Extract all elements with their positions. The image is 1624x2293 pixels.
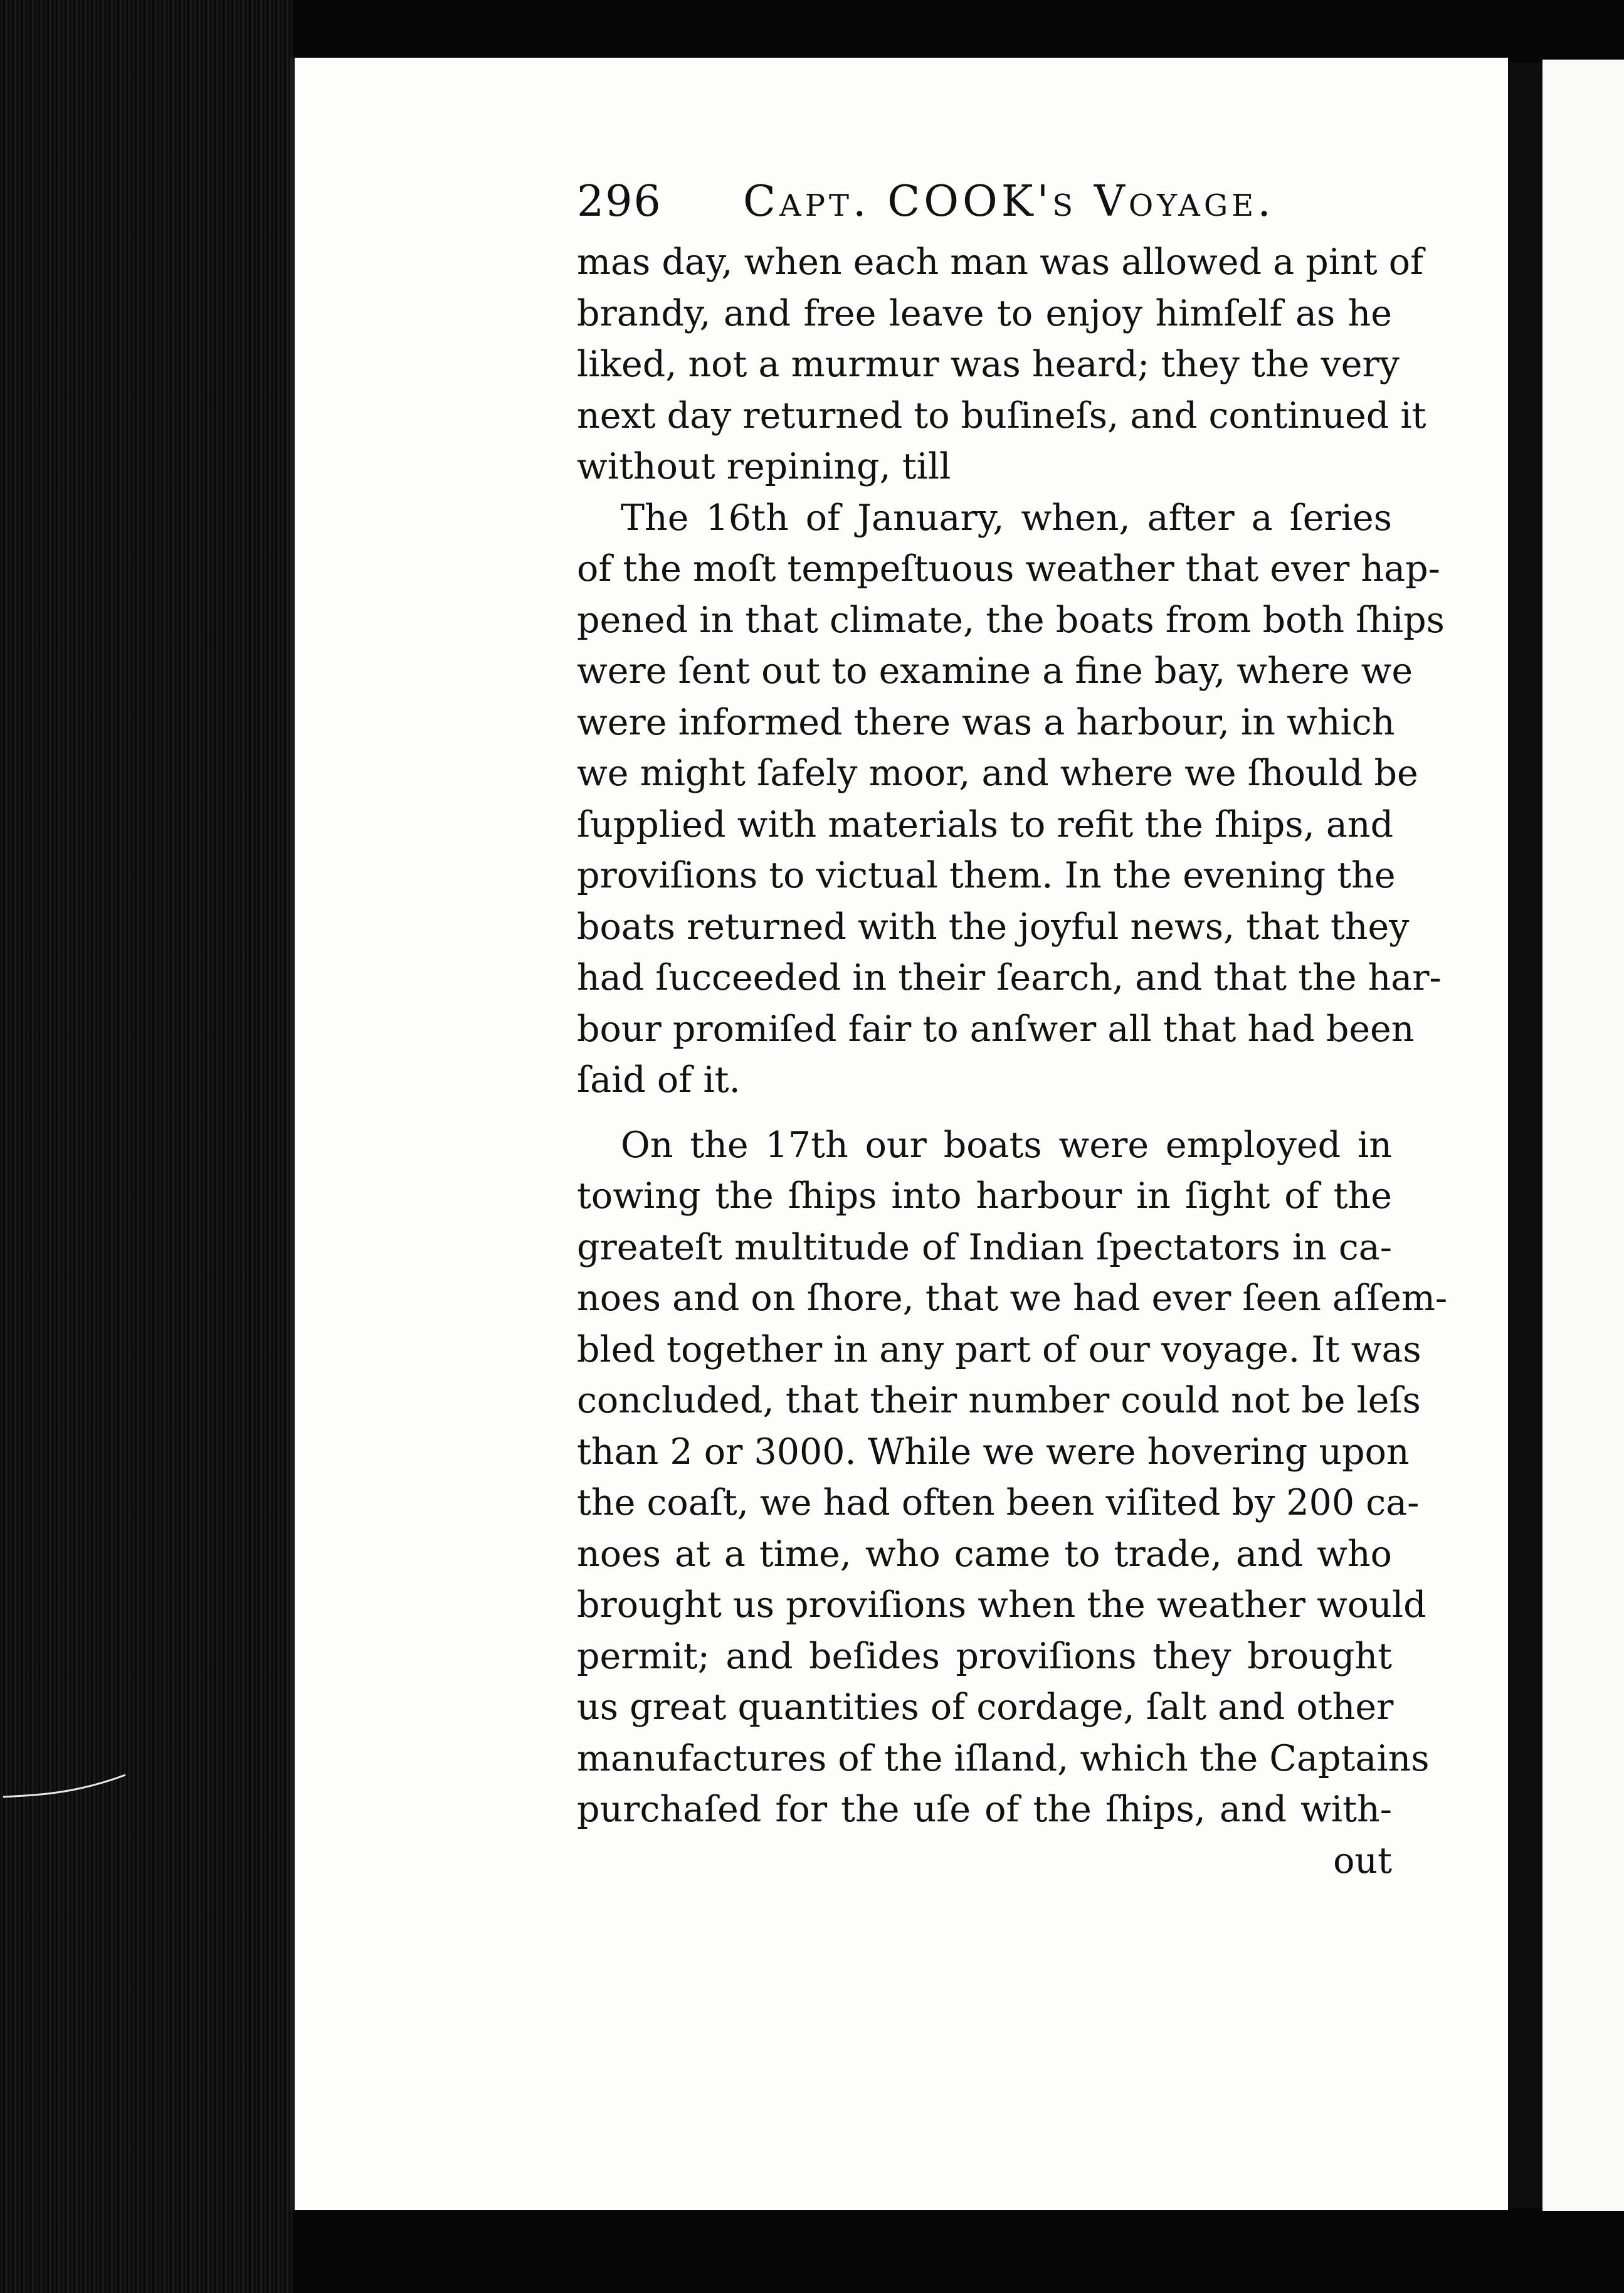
text-line: The 16th of January, when, after a ſeries	[621, 497, 1392, 539]
text-line: greateſt multitude of Indian ſpectators in ca-	[577, 1226, 1392, 1268]
text-line: mas day, when each man was allowed a pint of	[577, 241, 1424, 283]
text-line: than 2 or 3000. While we were hovering upon	[577, 1431, 1410, 1473]
text-line: concluded, that their number could not be leſs	[577, 1380, 1421, 1421]
text-line: boats returned with the joyful news, that they	[577, 906, 1410, 948]
text-line: manufactures of the iſland, which the Captains	[577, 1737, 1430, 1779]
text-line: proviſions to victual them. In the evening the	[577, 855, 1396, 896]
text-line: we might ſafely moor, and where we ſhould be	[577, 753, 1418, 794]
text-line: were ſent out to examine a fine bay, where we	[577, 650, 1413, 692]
text-line: next day returned to buſineſs, and continued it	[577, 395, 1426, 437]
text-line: permit; and beſides proviſions they brought	[577, 1635, 1392, 1677]
text-line: noes at a time, who came to trade, and who	[577, 1533, 1392, 1575]
text-line: towing the ſhips into harbour in ſight of the	[577, 1175, 1392, 1217]
text-line: noes and on ſhore, that we had ever ſeen aſſem-	[577, 1278, 1448, 1319]
running-header	[577, 177, 1310, 233]
text-line: purchaſed for the uſe of the ſhips, and with-	[577, 1789, 1392, 1830]
margin-mark	[0, 1781, 163, 1785]
text-line: pened in that climate, the boats from both ſhips	[577, 599, 1445, 641]
page-number: 296	[577, 177, 662, 226]
facing-page-edge	[1542, 60, 1624, 2211]
text-line: bour promiſed fair to anſwer all that had been	[577, 1008, 1415, 1050]
text-line: On the 17th our boats were employed in	[621, 1124, 1392, 1166]
text-line: ſaid of it.	[577, 1059, 741, 1101]
text-line: us great quantities of cordage, ſalt and other	[577, 1687, 1394, 1728]
text-line: were informed there was a harbour, in which	[577, 701, 1395, 743]
book-spine-shadow	[0, 0, 295, 2293]
running-title: Capt. COOK's Voyage.	[743, 177, 1275, 226]
text-line: brought us proviſions when the weather would	[577, 1584, 1426, 1626]
book-gutter	[1508, 63, 1542, 2208]
text-line: ſupplied with materials to refit the ſhips, and	[577, 803, 1394, 845]
catchword: out	[1333, 1840, 1392, 1882]
body-text	[577, 237, 1448, 1887]
text-line: had ſucceeded in their ſearch, and that the har-	[577, 957, 1442, 998]
text-line: the coaſt, we had often been viſited by 200 ca-	[577, 1482, 1420, 1523]
text-line: brandy, and free leave to enjoy himſelf as he	[577, 292, 1392, 334]
text-line: liked, not a murmur was heard; they the very	[577, 344, 1400, 385]
text-line: bled together in any part of our voyage. It was	[577, 1328, 1421, 1370]
text-line: without repining, till	[577, 446, 951, 487]
text-line: of the moſt tempeſtuous weather that ever hap-	[577, 548, 1440, 590]
